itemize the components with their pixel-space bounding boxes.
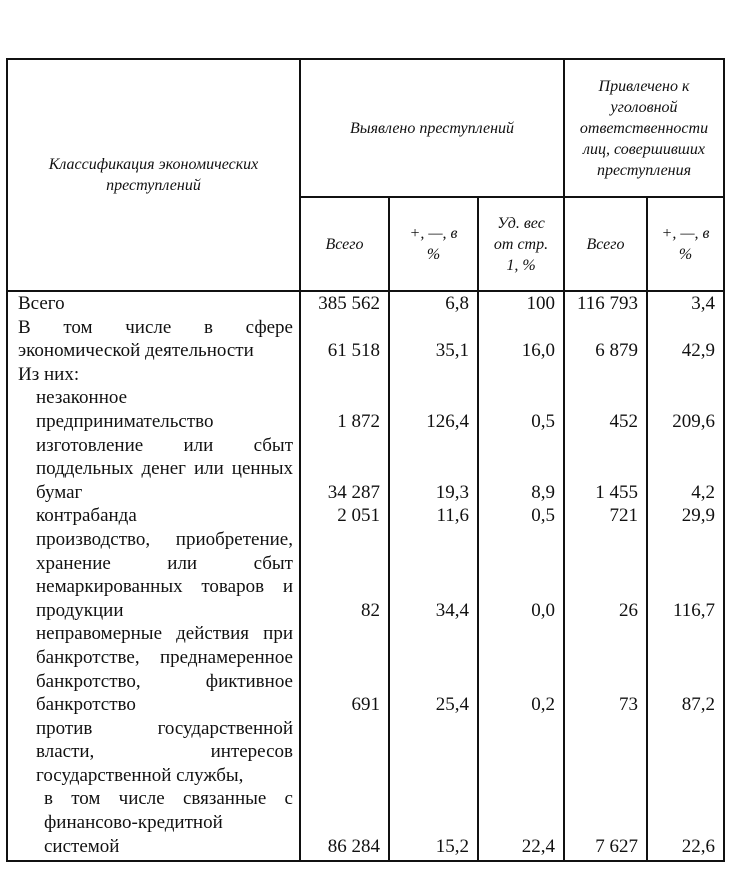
header-classification: Классификация экономических преступлений	[7, 59, 300, 291]
row-persons: 7 627	[564, 787, 647, 861]
table-row	[7, 434, 724, 505]
row-total: 82	[300, 528, 389, 622]
row-persons-change: 209,6	[647, 386, 724, 433]
row-change: 35,1	[389, 316, 478, 363]
row-persons: 1 455	[564, 434, 647, 505]
row-persons: 73	[564, 622, 647, 716]
table-row	[7, 717, 724, 788]
row-persons: 116 793	[564, 291, 647, 316]
row-name: Всего	[7, 291, 300, 316]
row-total: 2 051	[300, 504, 389, 528]
row-change: 6,8	[389, 291, 478, 316]
table-row	[7, 316, 724, 363]
header-change: +, —, в %	[389, 197, 478, 291]
row-share: 16,0	[478, 316, 564, 363]
header-share: Уд. вес от стр. 1, %	[478, 197, 564, 291]
table-row	[7, 787, 724, 861]
row-persons-change: 116,7	[647, 528, 724, 622]
row-persons-change: 87,2	[647, 622, 724, 716]
row-total: 34 287	[300, 434, 389, 505]
row-change: 34,4	[389, 528, 478, 622]
table-row	[7, 622, 724, 716]
row-share: 0,2	[478, 622, 564, 716]
row-persons-change: 22,6	[647, 787, 724, 861]
crime-statistics-table	[6, 58, 725, 862]
row-total	[300, 717, 389, 788]
row-name: производство, приобретение, хранение или сбыт немаркированных товаров и продукции	[7, 528, 300, 622]
row-persons-change	[647, 717, 724, 788]
row-persons	[564, 363, 647, 387]
header-persons-total: Всего	[564, 197, 647, 291]
row-persons: 452	[564, 386, 647, 433]
row-name: В том числе в сфере экономической деятельности	[7, 316, 300, 363]
table-row	[7, 291, 724, 316]
row-share: 8,9	[478, 434, 564, 505]
row-persons: 6 879	[564, 316, 647, 363]
header-total: Всего	[300, 197, 389, 291]
row-share: 0,5	[478, 504, 564, 528]
row-change	[389, 717, 478, 788]
row-persons-change: 29,9	[647, 504, 724, 528]
header-prosecuted: Привлечено к уголовной ответственности лиц, совершивших преступления	[564, 59, 724, 197]
row-name: Из них:	[7, 363, 300, 387]
row-change: 25,4	[389, 622, 478, 716]
row-name: в том числе связанные с финансово-кредитной системой	[7, 787, 300, 861]
row-total: 61 518	[300, 316, 389, 363]
row-name: контрабанда	[7, 504, 300, 528]
table-row	[7, 528, 724, 622]
row-change: 19,3	[389, 434, 478, 505]
header-detected: Выявлено преступлений	[300, 59, 564, 197]
row-persons: 26	[564, 528, 647, 622]
row-share: 22,4	[478, 787, 564, 861]
row-change: 15,2	[389, 787, 478, 861]
row-total: 385 562	[300, 291, 389, 316]
row-share	[478, 363, 564, 387]
row-change	[389, 363, 478, 387]
row-name: изготовление или сбыт поддельных денег или ценных бумаг	[7, 434, 300, 505]
row-total: 1 872	[300, 386, 389, 433]
row-share: 100	[478, 291, 564, 316]
table-row	[7, 363, 724, 387]
row-persons-change	[647, 363, 724, 387]
row-total	[300, 363, 389, 387]
row-persons	[564, 717, 647, 788]
row-persons: 721	[564, 504, 647, 528]
row-total: 86 284	[300, 787, 389, 861]
row-total: 691	[300, 622, 389, 716]
header-persons-change: +, —, в %	[647, 197, 724, 291]
table-row	[7, 504, 724, 528]
row-share	[478, 717, 564, 788]
row-name: незаконное предпринимательство	[7, 386, 300, 433]
table-row	[7, 386, 724, 433]
row-persons-change: 3,4	[647, 291, 724, 316]
row-name: против государственной власти, интересов государственной службы,	[7, 717, 300, 788]
row-name: неправомерные действия при банкротстве, преднамеренное банкротство, фиктивное банкротство	[7, 622, 300, 716]
row-persons-change: 4,2	[647, 434, 724, 505]
row-share: 0,5	[478, 386, 564, 433]
row-change: 11,6	[389, 504, 478, 528]
row-change: 126,4	[389, 386, 478, 433]
row-persons-change: 42,9	[647, 316, 724, 363]
row-share: 0,0	[478, 528, 564, 622]
